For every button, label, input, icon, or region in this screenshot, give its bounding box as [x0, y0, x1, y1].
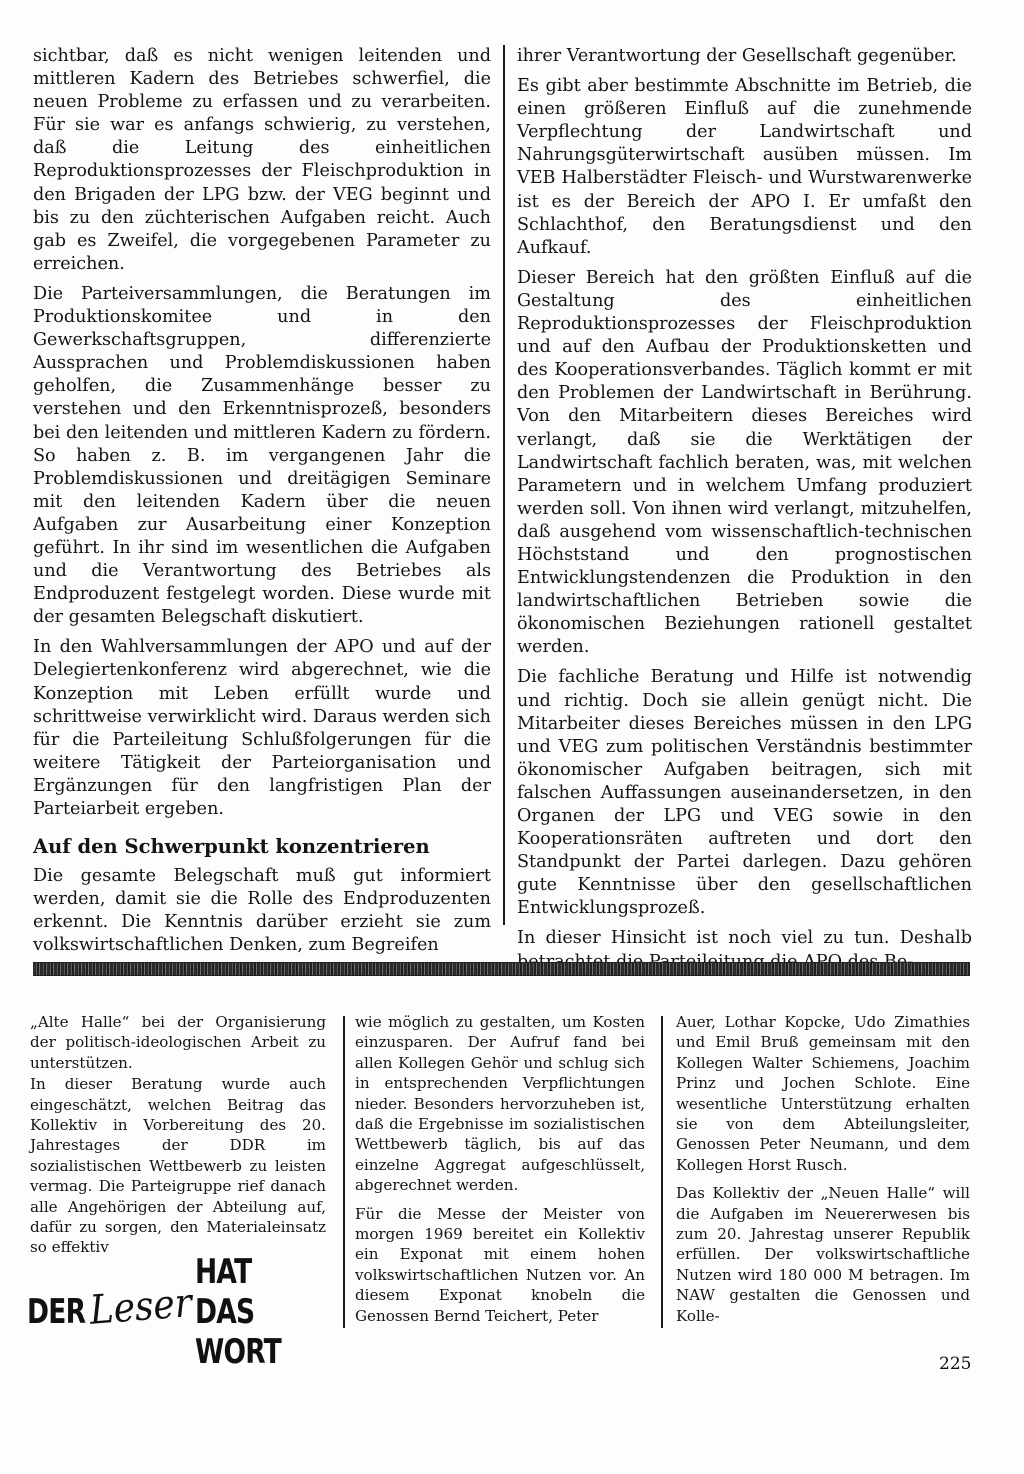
paragraph: „Alte Halle“ bei der Organisierung der politisch-ideologischen Arbeit zu unterstützen.	[30, 1013, 326, 1072]
letters-column-2	[355, 1012, 645, 1334]
letters-column-1	[30, 1012, 326, 1266]
logo-word-hat-das-wort: HAT DAS WORT	[195, 1252, 282, 1372]
paragraph: Die Parteiversammlungen, die Beratungen im Produktionskomitee und in den Gewerkschaftsgruppen, differenzierte Aussprachen und Problemdiskussionen haben geholfen, die Zusammenhänge besser zu verstehen und den Erkenntnisprozeß, besonders bei den leitenden und mittleren Kadern zu fördern. So haben z. B. im vergangenen Jahr die Problemdiskussionen und dreitägigen Seminare mit den leitenden Kadern über die neuen Aufgaben zur Ausarbeitung einer Konzeption geführt. In ihr sind im wesentlichen die Aufgaben und die Verantwortung des Betriebes als Endproduzent festgelegt worden. Diese wurde mit der gesamten Belegschaft diskutiert.	[33, 283, 491, 628]
paragraph: Dieser Bereich hat den größten Einfluß auf die Gestaltung des einheitlichen Reproduktionsprozesses der Fleischproduktion und auf den Aufbau der Produktionsketten und des Kooperationsverbandes. Täglich kommt er mit den Problemen der Landwirtschaft in Berührung. Von den Mitarbeitern dieses Bereiches wird verlangt, daß sie die Werktätigen der Landwirtschaft fachlich beraten, was, mit welchen Parametern und in welchem Umfang produziert werden soll. Von ihnen wird verlangt, mitzuhelfen, daß ausgehend vom wissenschaftlich-technischen Höchststand und den prognostischen Entwicklungstendenzen die Produktion in den landwirtschaftlichen Betrieben sowie die ökonomischen Beziehungen rationell gestaltet werden.	[517, 267, 972, 658]
paragraph: Für die Messe der Meister von morgen 1969 bereitet ein Kollektiv ein Exponat mit einem hohen volkswirtschaftlichen Nutzen vor. An diesem Exponat knobeln die Genossen Bernd Teichert, Peter	[355, 1204, 645, 1325]
logo-script-leser: Leser	[87, 1280, 193, 1334]
letters-column-3	[676, 1012, 970, 1334]
paragraph: sichtbar, daß es nicht wenigen leitenden und mittleren Kadern des Betriebes schwerfiel, die neuen Probleme zu erfassen und zu verarbeiten. Für sie war es anfangs schwierig, zu verstehen, daß die Leitung des einheitlichen Reproduktionsprozesses der Fleischproduktion in den Brigaden der LPG bzw. der VEG beginnt und bis zu den züchterischen Aufgaben reicht. Auch gab es Zweifel, die vorgegebenen Parameter zu erreichen.	[33, 46, 491, 274]
paragraph: Es gibt aber bestimmte Abschnitte im Betrieb, die einen größeren Einfluß auf die zunehmende Verpflechtung der Landwirtschaft und Nahrungsgüterwirtschaft ausüben müssen. Im VEB Halberstädter Fleisch- und Wurstwarenwerke ist es der Bereich der APO I. Er umfaßt den Schlachthof, den Beratungsdienst und den Aufkauf.	[517, 76, 972, 258]
section-divider-band	[33, 962, 970, 976]
paragraph: In den Wahlversammlungen der APO und auf der Delegiertenkonferenz wird abgerechnet, wie die Konzeption mit Leben erfüllt wurde und schrittweise verwirklicht wird. Daraus werden sich für die Parteileitung Schlußfolgerungen für die weitere Tätigkeit der Parteiorganisation und Ergänzungen für den langfristigen Plan der Parteiarbeit ergeben.	[33, 637, 491, 819]
paragraph: ihrer Verantwortung der Gesellschaft gegenüber.	[517, 46, 957, 66]
article-right-column	[517, 45, 972, 981]
paragraph: Die fachliche Beratung und Hilfe ist notwendig und richtig. Doch sie allein genügt nicht. Die Mitarbeiter dieses Bereiches müssen in den LPG und VEG zum politischen Verständnis bestimmter ökonomischer Aufgaben beitragen, sich mit falschen Auffassungen auseinandersetzen, in den Organen der LPG und VEG sowie in den Kooperationsräten auftreten und dort den Standpunkt der Partei darlegen. Dazu gehören gute Kenntnisse über den gesellschaftlichen Entwicklungsprozeß.	[517, 667, 972, 919]
column-divider	[661, 1016, 663, 1328]
paragraph: Das Kollektiv der „Neuen Halle“ will die Aufgaben im Neuererwesen bis zum 20. Jahrestag unserer Republik erfüllen. Der volkswirtschaftliche Nutzen wird 180 000 M betragen. Im NAW gestalten die Genossen und Kolle-	[676, 1184, 970, 1325]
column-logo	[27, 1252, 327, 1372]
logo-word-der: DER	[27, 1292, 86, 1332]
article-left-column	[33, 45, 491, 964]
section-heading: Auf den Schwerpunkt konzentrieren	[33, 835, 430, 859]
paragraph: In dieser Beratung wurde auch eingeschätzt, welchen Beitrag das Kollektiv in Vorbereitung des 20. Jahrestages der DDR im sozialistischen Wettbewerb zu leisten vermag. Die Parteigruppe rief danach alle Angehörigen der Abteilung auf, dafür zu sorgen, den Materialeinsatz so effektiv	[30, 1075, 326, 1257]
paragraph: In dieser Hinsicht ist noch viel zu tun. Deshalb	[517, 928, 972, 949]
column-divider	[343, 1016, 345, 1328]
paragraph: Die gesamte Belegschaft muß gut informiert werden, damit sie die Rolle des Endproduzenten erkennt. Die Kenntnis darüber erzieht sie zum volkswirtschaftlichen Denken, zum Begreifen	[33, 866, 491, 956]
page-number: 225	[939, 1354, 972, 1374]
paragraph: Auer, Lothar Kopcke, Udo Zimathies und Emil Bruß gemeinsam mit den Kollegen Walter Schiemens, Joachim Prinz und Jochen Schlote. Eine wesentliche Unterstützung erhalten sie von dem Abteilungsleiter, Genossen Peter Neumann, und dem Kollegen Horst Rusch.	[676, 1013, 970, 1174]
column-divider	[503, 45, 505, 925]
paragraph: wie möglich zu gestalten, um Kosten einzusparen. Der Aufruf fand bei allen Kollegen Gehör und schlug sich in entsprechenden Verpflichtungen nieder. Besonders hervorzuheben ist, daß die Ergebnisse im sozialistischen Wettbewerb täglich, bis auf das einzelne Aggregat aufgeschlüsselt, abgerechnet werden.	[355, 1013, 645, 1195]
